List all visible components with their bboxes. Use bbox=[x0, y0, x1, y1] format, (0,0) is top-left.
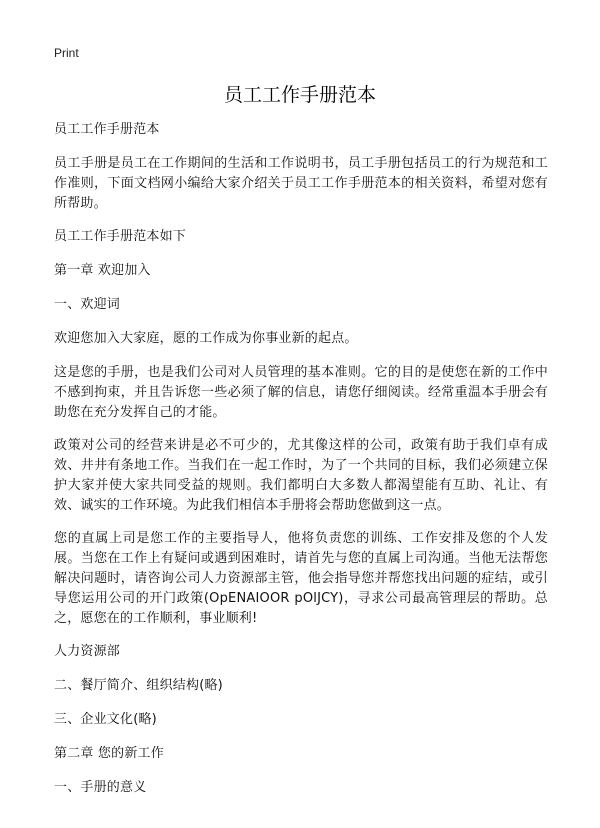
hr-department-signature: 人力资源部 bbox=[54, 644, 121, 659]
section-heading-handbook-meaning: 一、手册的意义 bbox=[54, 780, 147, 795]
section-heading-welcome: 一、欢迎词 bbox=[54, 297, 121, 312]
intro-paragraph: 员工手册是员工在工作期间的生活和工作说明书，员工手册包括员工的行为规范和工作准则，下面文档网小编给大家介绍关于员工工作手册范本的相关资料，希望对您有所帮助。 bbox=[54, 156, 548, 211]
print-label: Print bbox=[54, 46, 79, 60]
handbook-purpose-paragraph: 这是您的手册，也是我们公司对人员管理的基本准则。它的目的是使您在新的工作中不感到拘束，并且告诉您一些必须了解的信息，请您仔细阅读。经常重温本手册会有助您在充分发挥自己的才能。 bbox=[54, 365, 548, 420]
supervisor-paragraph: 您的直属上司是您工作的主要指导人，他将负责您的训练、工作安排及您的个人发展。当您在工作上有疑问或遇到困难时，请首先与您的直属上司沟通。当他无法帮您解决问题时，请咨询公司人力资源部主管，他会指导您并帮您找出问题的症结，或引导您运用公司的开门政策(OpENAIOOR pOlJCY)，寻求公司最高管理层的帮助。总之，愿您在的工作顺利，事业顺利! bbox=[54, 531, 548, 626]
subtitle-paragraph: 员工工作手册范本 bbox=[54, 122, 160, 137]
section-heading-restaurant: 二、餐厅简介、组织结构(略) bbox=[54, 678, 223, 693]
document-title: 员工工作手册范本 bbox=[223, 84, 376, 106]
chapter-heading-1: 第一章 欢迎加入 bbox=[54, 263, 151, 278]
welcome-paragraph: 欢迎您加入大家庭，愿的工作成为你事业新的起点。 bbox=[54, 331, 358, 346]
chapter-heading-2: 第二章 您的新工作 bbox=[54, 746, 164, 761]
policy-paragraph: 政策对公司的经营来讲是必不可少的，尤其像这样的公司，政策有助于我们卓有成效、井井有条地工作。当我们在一起工作时，为了一个共同的目标，我们必须建立保护大家并使大家共同受益的规则。我们都明白大多数人都渴望能有互助、礼让、有效、诚实的工作环境。为此我们相信本手册将会帮助您做到这一点。 bbox=[54, 438, 548, 513]
section-heading-culture: 三、企业文化(略) bbox=[54, 712, 157, 727]
document-body bbox=[54, 120, 548, 812]
section-lead: 员工工作手册范本如下 bbox=[54, 229, 187, 244]
